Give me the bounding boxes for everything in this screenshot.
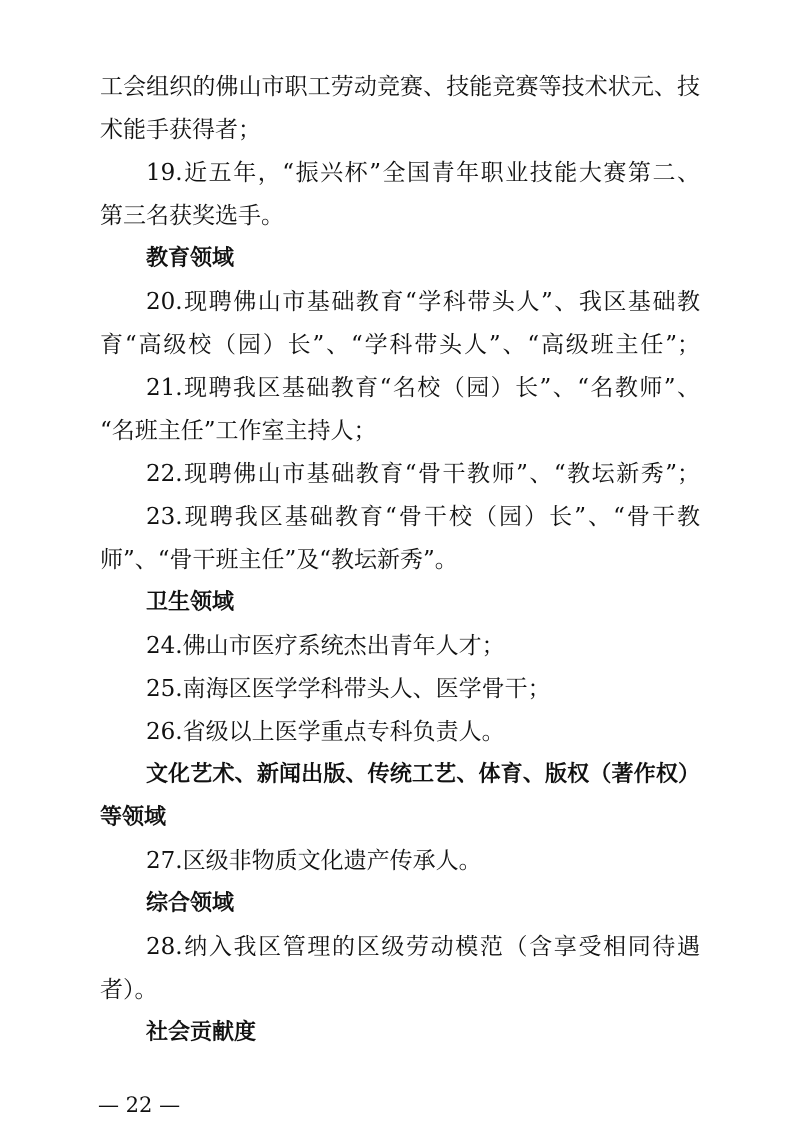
body-line: 育“高级校（园）长”、“学科带头人”、“高级班主任”；: [100, 332, 700, 358]
section-heading-social-contribution: 社会贡献度: [146, 1020, 257, 1045]
list-item-28: 28.纳入我区管理的区级劳动模范（含享受相同待遇: [146, 934, 700, 960]
list-item-25: 25.南海区医学学科带头人、医学骨干；: [146, 676, 551, 702]
list-item-24: 24.佛山市医疗系统杰出青年人才；: [146, 633, 505, 659]
body-line: 师”、“骨干班主任”及“教坛新秀”。: [100, 547, 458, 573]
section-heading-general: 综合领域: [146, 891, 235, 916]
section-heading-education: 教育领域: [146, 246, 235, 271]
body-line: 者）。: [100, 977, 158, 1003]
body-line: “名班主任”工作室主持人；: [100, 418, 377, 444]
page-number: — 22 —: [98, 1093, 181, 1117]
body-line: 工会组织的佛山市职工劳动竞赛、技能竞赛等技术状元、技: [100, 74, 700, 100]
list-item-21: 21.现聘我区基础教育“名校（园）长”、“名教师”、: [146, 375, 700, 401]
body-line: 第三名获奖选手。: [100, 203, 284, 229]
list-item-27: 27.区级非物质文化遗产传承人。: [146, 848, 482, 874]
section-heading-culture: 文化艺术、新闻出版、传统工艺、体育、版权（著作权）: [146, 762, 700, 787]
list-item-19: 19.近五年，“振兴杯”全国青年职业技能大赛第二、: [146, 160, 700, 186]
body-line: 术能手获得者；: [100, 117, 261, 143]
list-item-26: 26.省级以上医学重点专科负责人。: [146, 719, 505, 745]
section-heading-culture-cont: 等领域: [100, 805, 167, 830]
section-heading-health: 卫生领域: [146, 590, 235, 615]
list-item-23: 23.现聘我区基础教育“骨干校（园）长”、“骨干教: [146, 504, 700, 530]
list-item-22: 22.现聘佛山市基础教育“骨干教师”、“教坛新秀”；: [146, 461, 700, 487]
list-item-20: 20.现聘佛山市基础教育“学科带头人”、我区基础教: [146, 289, 700, 315]
